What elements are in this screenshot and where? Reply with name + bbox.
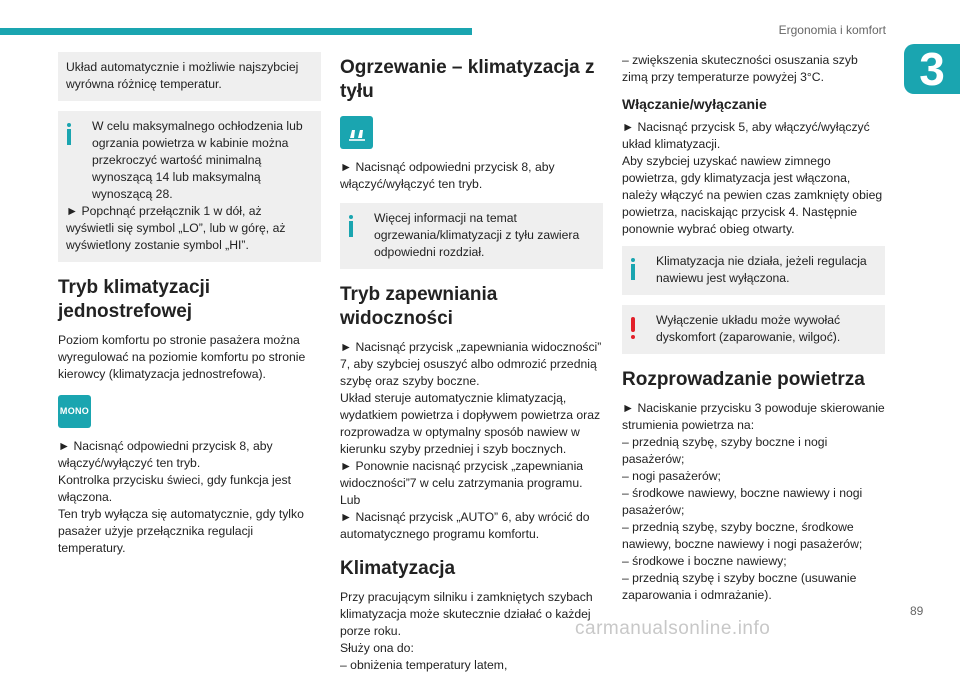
paragraph: – przednią szybę i szyby boczne (usuwanie zaparowania i odmrażanie). bbox=[622, 571, 857, 602]
section-heading: Tryb klimatyzacji jednostrefowej bbox=[58, 277, 211, 322]
paragraph: ► Ponownie nacisnąć przycisk „zapewniania widoczności”7 w celu zatrzymania programu. bbox=[340, 459, 584, 490]
info-text: Klimatyzacja nie działa, jeżeli regulacja nawiewu jest wyłączona. bbox=[656, 254, 867, 285]
info-box bbox=[340, 203, 603, 269]
paragraph: Lub bbox=[340, 493, 361, 507]
warning-box bbox=[622, 305, 885, 354]
watermark: carmanualsonline.info bbox=[575, 618, 771, 639]
rear-seat-icon bbox=[346, 122, 368, 144]
note-box bbox=[58, 52, 321, 101]
info-box bbox=[58, 111, 321, 262]
paragraph: Kontrolka przycisku świeci, gdy funkcja jest włączona. bbox=[58, 473, 292, 504]
paragraph: ► Nacisnąć odpowiedni przycisk 8, aby włączyć/wyłączyć ten tryb. bbox=[340, 160, 555, 191]
section-title: Ergonomia i komfort bbox=[778, 23, 886, 37]
mono-button-icon: MONO bbox=[58, 395, 91, 428]
paragraph: ► Nacisnąć odpowiedni przycisk 8, aby włączyć/wyłączyć ten tryb. bbox=[58, 439, 273, 470]
section-heading: Rozprowadzanie powietrza bbox=[622, 369, 865, 390]
section-heading: Tryb zapewniania widoczności bbox=[340, 284, 498, 329]
paragraph: – zwiększenia skuteczności osuszania szyb zimą przy temperaturze powyżej 3°C. bbox=[622, 53, 858, 84]
info-icon bbox=[346, 215, 356, 237]
paragraph: ► Nacisnąć przycisk „zapewniania widoczności” 7, aby szybciej osuszyć albo odmrozić przednią szybę oraz szyby boczne. bbox=[340, 340, 602, 388]
paragraph: Przy pracującym silniku i zamkniętych szybach klimatyzacja może skutecznie działać o każdej porze roku. bbox=[340, 590, 593, 638]
column-3 bbox=[622, 52, 885, 604]
info-icon bbox=[628, 258, 638, 280]
paragraph: – środkowe i boczne nawiewy; bbox=[622, 554, 787, 568]
paragraph: Poziom komfortu po stronie pasażera można wyregulować na poziomie komfortu po stronie kierowcy (klimatyzacja jednostrefowa). bbox=[58, 333, 306, 381]
chapter-tab: 3 bbox=[904, 44, 960, 94]
paragraph: – środkowe nawiewy, boczne nawiewy i nogi pasażerów; bbox=[622, 486, 863, 517]
paragraph: – obniżenia temperatury latem, bbox=[340, 658, 508, 672]
paragraph: ► Nacisnąć przycisk „AUTO” 6, aby wrócić do automatycznego programu komfortu. bbox=[340, 510, 590, 541]
rear-climate-icon bbox=[340, 116, 373, 149]
paragraph: – nogi pasażerów; bbox=[622, 469, 721, 483]
note-text: Układ automatycznie i możliwie najszybciej wyrówna różnicę temperatur. bbox=[66, 60, 299, 91]
info-text: Więcej informacji na temat ogrzewania/klimatyzacji z tyłu zawiera odpowiedni rozdział. bbox=[374, 211, 580, 259]
paragraph: Aby szybciej uzyskać nawiew zimnego powietrza, gdy klimatyzacja jest włączona, należy włączyć na pewien czas zamknięty obieg powietrza, naciskając przycisk 4. Następnie ponownie wybrać obieg otwarty. bbox=[622, 154, 883, 236]
warning-icon bbox=[628, 317, 638, 339]
section-heading: Ogrzewanie – klimatyzacja z tyłu bbox=[340, 57, 595, 102]
warning-text: Wyłączenie układu może wywołać dyskomfort (zaparowanie, wilgoć). bbox=[656, 313, 841, 344]
info-text: W celu maksymalnego ochłodzenia lub ogrzania powietrza w kabinie można przekroczyć wartość minimalną wynoszącą 14 lub maksymalną wynoszącą 28. bbox=[92, 119, 303, 201]
header-accent-bar bbox=[0, 28, 472, 35]
column-2 bbox=[340, 52, 603, 674]
info-text: ► Popchnąć przełącznik 1 w dół, aż wyświetli się symbol „LO”, lub w górę, aż wyświetlony zostanie symbol „HI”. bbox=[66, 204, 286, 252]
paragraph: – przednią szybę, szyby boczne i nogi pasażerów; bbox=[622, 435, 828, 466]
page-number: 89 bbox=[910, 604, 924, 618]
paragraph: Służy ona do: bbox=[340, 641, 414, 655]
paragraph: Ten tryb wyłącza się automatycznie, gdy tylko pasażer użyje przełącznika regulacji temperatury. bbox=[58, 507, 304, 555]
subheading: Włączanie/wyłączanie bbox=[622, 96, 767, 112]
info-icon bbox=[64, 123, 74, 145]
info-box bbox=[622, 246, 885, 295]
paragraph: Układ steruje automatycznie klimatyzacją, wydatkiem powietrza i dopływem powietrza oraz rozprowadza w optymalny sposób nawiew w kierunku szyby przedniej i szyb bocznych. bbox=[340, 391, 601, 456]
section-heading: Klimatyzacja bbox=[340, 558, 456, 579]
column-1 bbox=[58, 52, 321, 557]
paragraph: ► Nacisnąć przycisk 5, aby włączyć/wyłączyć układ klimatyzacji. bbox=[622, 120, 870, 151]
paragraph: ► Naciskanie przycisku 3 powoduje skierowanie strumienia powietrza na: bbox=[622, 401, 885, 432]
paragraph: – przednią szybę, szyby boczne, środkowe nawiewy, boczne nawiewy i nogi pasażerów; bbox=[622, 520, 863, 551]
